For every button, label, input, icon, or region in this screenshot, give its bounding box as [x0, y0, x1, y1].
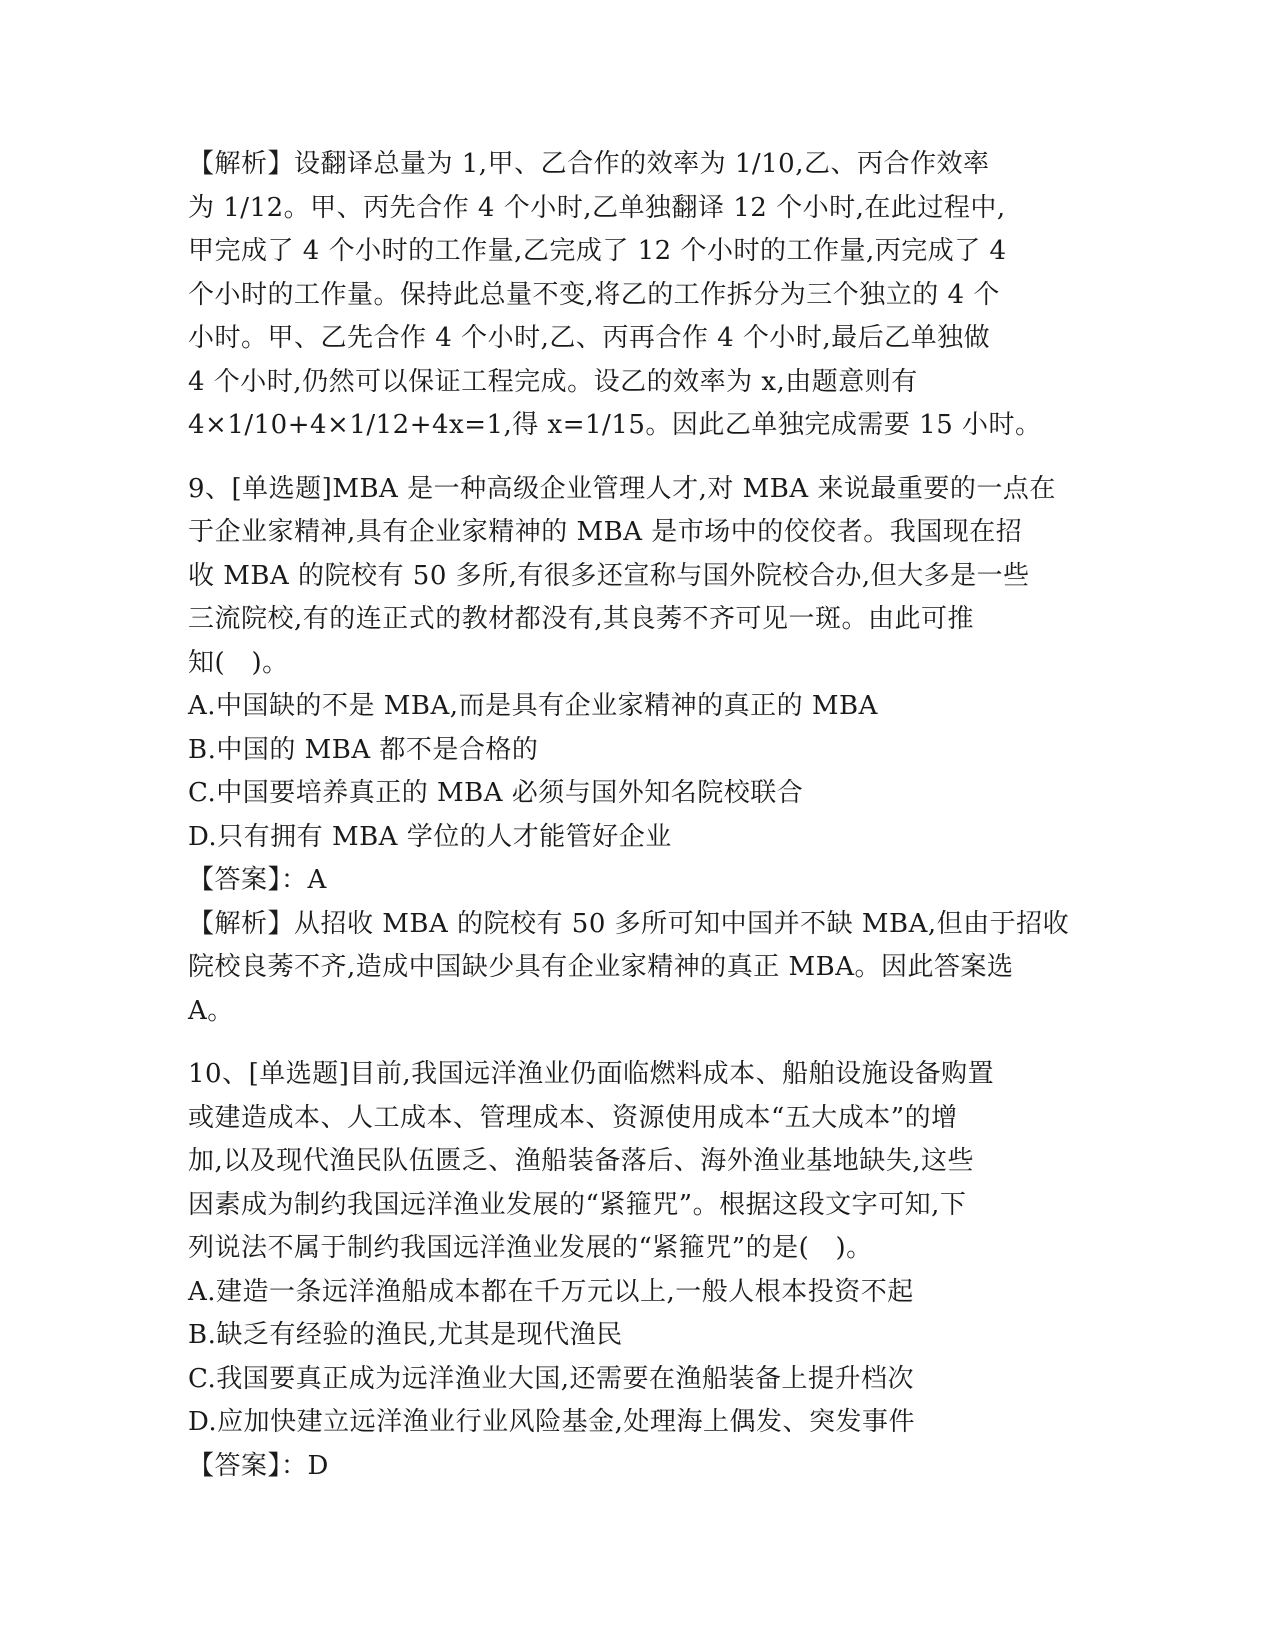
text-line: 院校良莠不齐,造成中国缺少具有企业家精神的真正 MBA。因此答案选 [188, 952, 1014, 982]
question-9 [188, 468, 1088, 1034]
text-line: 因素成为制约我国远洋渔业发展的“紧箍咒”。根据这段文字可知,下 [188, 1189, 967, 1220]
option-a: A.中国缺的不是 MBA,而是具有企业家精神的真正的 MBA [188, 691, 878, 721]
question-10 [188, 1053, 1088, 1488]
option-b: B.缺乏有经验的渔民,尤其是现代渔民 [188, 1320, 623, 1350]
text-line: A。 [188, 995, 234, 1026]
text-line: 【解析】设翻译总量为 1,甲、乙合作的效率为 1/10,乙、丙合作效率 [188, 149, 990, 179]
text-line: 加,以及现代渔民队伍匮乏、渔船装备落后、海外渔业基地缺失,这些 [188, 1146, 975, 1176]
text-line: 知( )。 [188, 647, 289, 678]
option-a: A.建造一条远洋渔船成本都在千万元以上,一般人根本投资不起 [188, 1276, 914, 1307]
option-d: D.只有拥有 MBA 学位的人才能管好企业 [188, 821, 672, 852]
option-d: D.应加快建立远洋渔业行业风险基金,处理海上偶发、突发事件 [188, 1407, 915, 1437]
text-line: 收 MBA 的院校有 50 多所,有很多还宣称与国外院校合办,但大多是一些 [188, 560, 1030, 591]
option-list [188, 1271, 1088, 1445]
option-list [188, 685, 1088, 859]
text-line: 【解析】从招收 MBA 的院校有 50 多所可知中国并不缺 MBA,但由于招收 [188, 908, 1070, 939]
option-c: C.中国要培养真正的 MBA 必须与国外知名院校联合 [188, 778, 804, 808]
question-stem [188, 468, 1088, 686]
spacer [188, 1033, 1088, 1053]
answer-line: 【答案】：D [188, 1450, 329, 1481]
text-line: 为 1/12。甲、丙先合作 4 个小时,乙单独翻译 12 个小时,在此过程中, [188, 192, 1006, 223]
spacer [188, 448, 1088, 468]
text-line: 或建造成本、人工成本、管理成本、资源使用成本“五大成本”的增 [188, 1102, 958, 1133]
text-line: 9、[单选题]MBA 是一种高级企业管理人才,对 MBA 来说最重要的一点在 [188, 473, 1056, 504]
option-b: B.中国的 MBA 都不是合格的 [188, 734, 539, 765]
text-line: 甲完成了 4 个小时的工作量,乙完成了 12 个小时的工作量,丙完成了 4 [188, 236, 1007, 266]
text-line: 于企业家精神,具有企业家精神的 MBA 是市场中的佼佼者。我国现在招 [188, 517, 1023, 547]
analysis-block [188, 903, 1088, 1034]
text-line: 10、[单选题]目前,我国远洋渔业仍面临燃料成本、船舶设施设备购置 [188, 1059, 995, 1089]
text-line: 4×1/10+4×1/12+4x=1,得 x=1/15。因此乙单独完成需要 15 小时。 [188, 410, 1042, 440]
option-c: C.我国要真正成为远洋渔业大国,还需要在渔船装备上提升档次 [188, 1363, 914, 1394]
document-content [188, 143, 1088, 1488]
text-line: 个小时的工作量。保持此总量不变,将乙的工作拆分为三个独立的 4 个 [188, 279, 1000, 310]
text-line: 4 个小时,仍然可以保证工程完成。设乙的效率为 x,由题意则有 [188, 366, 918, 397]
text-line: 列说法不属于制约我国远洋渔业发展的“紧箍咒”的是( )。 [188, 1233, 873, 1263]
analysis-block-q8 [188, 143, 1088, 448]
text-line: 三流院校,有的连正式的教材都没有,其良莠不齐可见一斑。由此可推 [188, 604, 975, 634]
answer-line: 【答案】：A [188, 865, 327, 895]
text-line: 小时。甲、乙先合作 4 个小时,乙、丙再合作 4 个小时,最后乙单独做 [188, 323, 991, 353]
question-stem [188, 1053, 1088, 1271]
